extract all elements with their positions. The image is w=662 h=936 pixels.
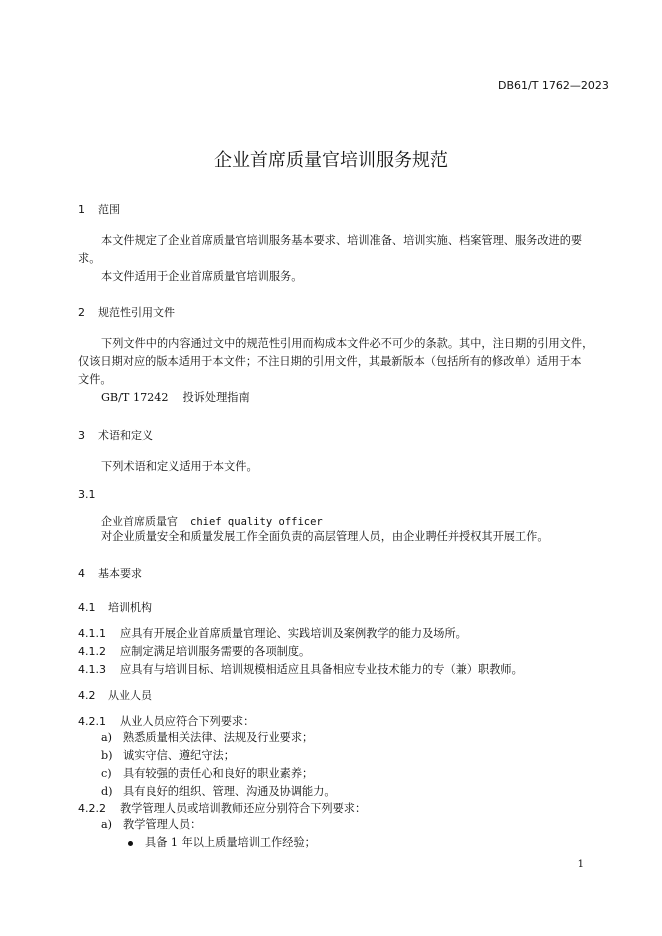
reference-code: GB/T 17242 (101, 391, 169, 404)
clause-text: 应制定满足培训服务需要的各项制度。 (120, 645, 311, 658)
section-number: 3 (78, 429, 85, 442)
clause-4-1-2 (78, 643, 310, 659)
bullet-icon (128, 841, 133, 846)
list-item (101, 747, 235, 765)
subsection-4-2-heading (78, 687, 152, 703)
s2-paragraph-line-2: 仅该日期对应的版本适用于本文件；不注日期的引用文件，其最新版本（包括所有的修改单）适用于本 (78, 355, 582, 368)
term-definition: 对企业质量安全和质量发展工作全面负责的高层管理人员，由企业聘任并授权其开展工作。 (101, 530, 549, 543)
clause-4-1-1 (78, 625, 467, 641)
document-title: 企业首席质量官培训服务规范 (214, 150, 448, 171)
s3-paragraph: 下列术语和定义适用于本文件。 (101, 460, 258, 473)
clause-number: 4.2.1 (78, 715, 106, 728)
term-english: chief quality officer (190, 516, 323, 528)
subsection-4-1-heading (78, 599, 152, 615)
clause-4-2-1 (78, 713, 254, 729)
bullet-item (124, 834, 316, 852)
clause-text: 教学管理人员或培训教师还应分别符合下列要求： (120, 802, 367, 815)
clause-4-1-3 (78, 661, 523, 677)
section-title: 范围 (98, 203, 120, 216)
s1-paragraph-1-line-1: 本文件规定了企业首席质量官培训服务基本要求、培训准备、培训实施、档案管理、服务改进的要 (101, 234, 583, 247)
term-entry (101, 513, 323, 529)
list-item (101, 816, 201, 834)
clause-text: 应具有与培训目标、培训规模相适应且具备相应专业技术能力的专（兼）职教师。 (120, 663, 523, 676)
section-number: 4 (78, 567, 85, 580)
list-marker: a) (101, 818, 113, 831)
list-marker: d) (101, 785, 113, 798)
clause-number: 4.1.3 (78, 663, 106, 676)
term-3-1-number: 3.1 (78, 488, 96, 501)
s2-paragraph-line-3: 文件。 (78, 373, 112, 386)
subsection-number: 4.1 (78, 601, 96, 614)
list-marker: b) (101, 749, 113, 762)
section-3-heading (78, 427, 153, 443)
clause-text: 从业人员应符合下列要求： (120, 715, 255, 728)
section-number: 1 (78, 203, 85, 216)
list-item-text: 具有良好的组织、管理、沟通及协调能力。 (123, 785, 336, 798)
s1-paragraph-2: 本文件适用于企业首席质量官培训服务。 (101, 270, 303, 283)
clause-number: 4.1.1 (78, 627, 106, 640)
section-number: 2 (78, 306, 85, 319)
normative-reference (101, 389, 250, 407)
section-title: 术语和定义 (98, 429, 153, 442)
s2-paragraph-line-1: 下列文件中的内容通过文中的规范性引用而构成本文件必不可少的条款。其中，注日期的引用文件， (101, 337, 594, 350)
bullet-item-text: 具备 1 年以上质量培训工作经验； (145, 836, 316, 849)
list-item-text: 具有较强的责任心和良好的职业素养； (123, 767, 314, 780)
subsection-title: 培训机构 (108, 601, 152, 614)
section-1-heading (78, 201, 120, 217)
list-item (101, 783, 336, 801)
reference-title: 投诉处理指南 (182, 391, 250, 404)
subsection-title: 从业人员 (108, 689, 152, 702)
term-chinese: 企业首席质量官 (101, 515, 178, 528)
list-marker: c) (101, 767, 112, 780)
list-item-text: 熟悉质量相关法律、法规及行业要求； (123, 731, 314, 744)
clause-number: 4.2.2 (78, 802, 106, 815)
clause-text: 应具有开展企业首席质量官理论、实践培训及案例教学的能力及场所。 (120, 627, 467, 640)
list-item-text: 诚实守信、遵纪守法； (123, 749, 235, 762)
clause-4-2-2 (78, 800, 366, 816)
section-title: 规范性引用文件 (98, 306, 175, 319)
subsection-number: 4.2 (78, 689, 96, 702)
list-marker: a) (101, 731, 113, 744)
standard-number: DB61/T 1762—2023 (498, 79, 609, 92)
section-title: 基本要求 (98, 567, 142, 580)
clause-number: 4.1.2 (78, 645, 106, 658)
section-2-heading (78, 304, 175, 320)
page-number: 1 (577, 859, 584, 870)
list-item (101, 729, 313, 747)
list-item (101, 765, 313, 783)
section-4-heading (78, 565, 142, 581)
s1-paragraph-1-line-2: 求。 (78, 252, 101, 265)
list-item-text: 教学管理人员： (123, 818, 202, 831)
